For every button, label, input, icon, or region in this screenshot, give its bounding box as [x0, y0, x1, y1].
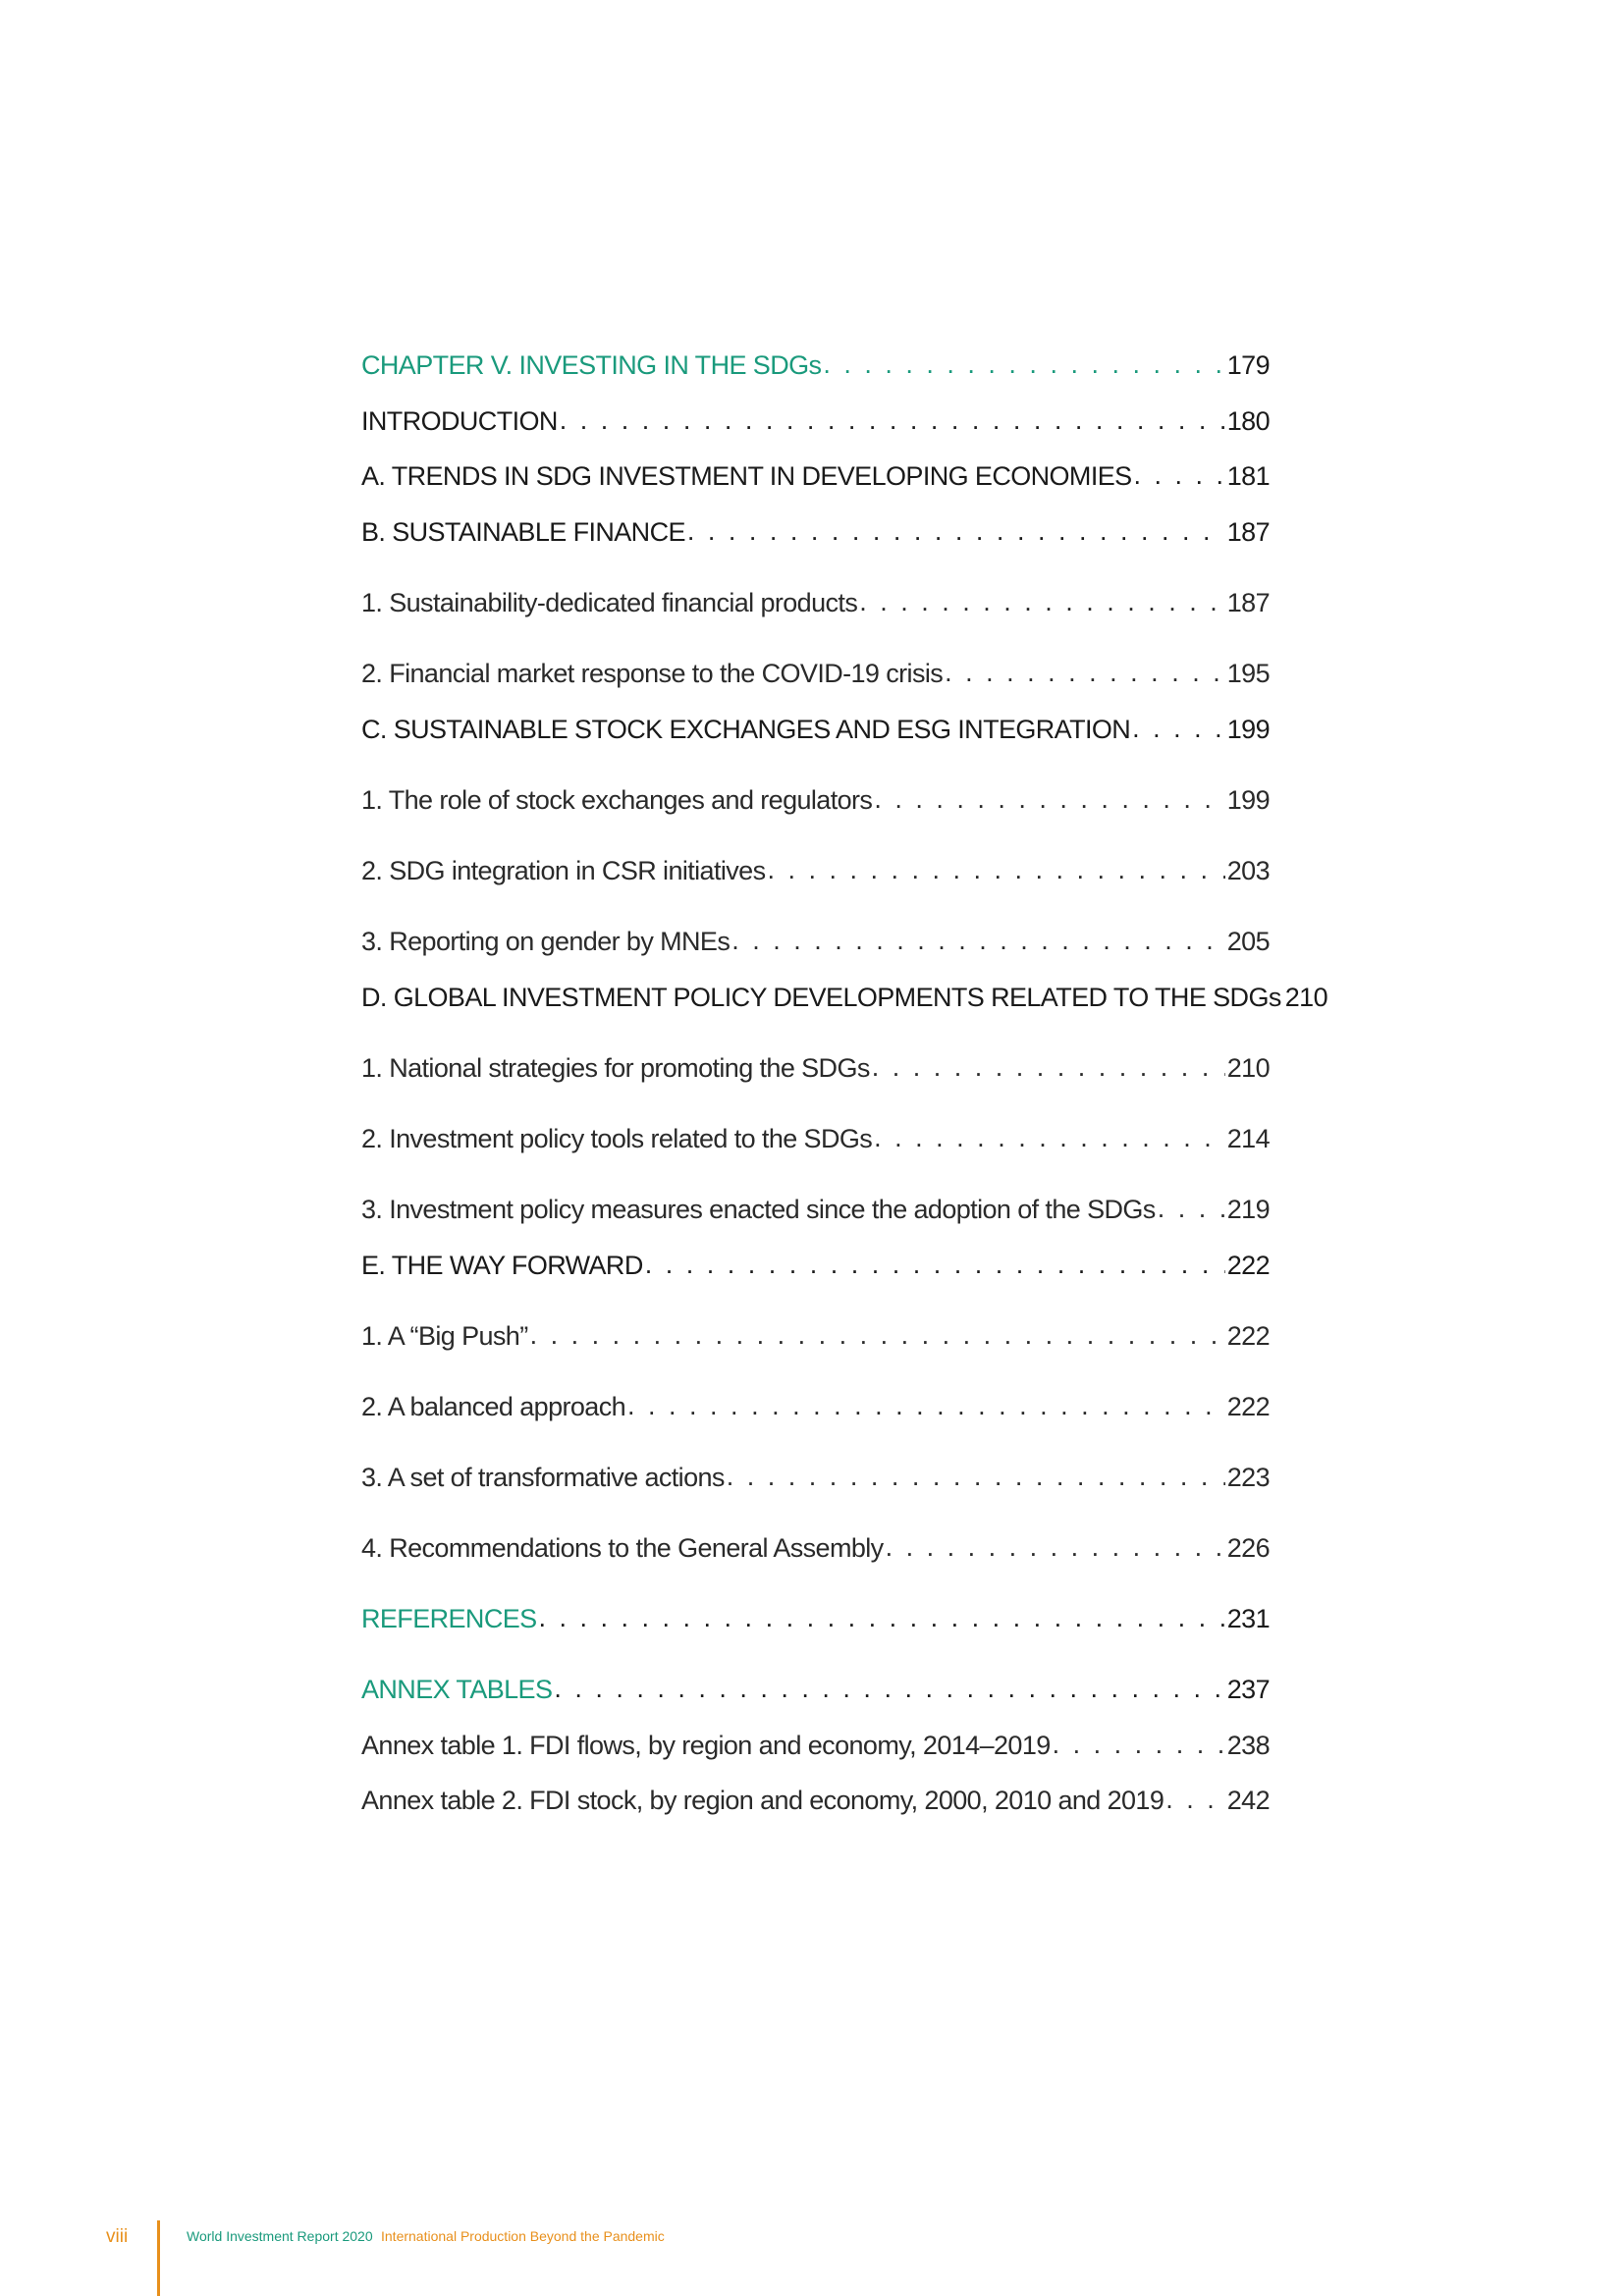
toc-entry-title: 1. A “Big Push” [361, 1321, 528, 1351]
dot-leader [1165, 1784, 1224, 1816]
toc-entry-c3[interactable] [361, 918, 1270, 957]
toc-entry-page: 187 [1226, 517, 1270, 547]
footer-divider [157, 2220, 160, 2296]
dot-leader [539, 1602, 1225, 1634]
toc-entry-title: Annex table 1. FDI flows, by region and economy, 2014–2019 [361, 1731, 1051, 1760]
dot-leader [1132, 713, 1225, 745]
toc-entry-title: D. GLOBAL INVESTMENT POLICY DEVELOPMENTS RELATED TO THE SDGs [361, 983, 1281, 1012]
toc-entry-title: 1. Sustainability-dedicated financial products [361, 588, 858, 617]
dot-leader [823, 348, 1224, 381]
toc-entry-d2[interactable] [361, 1115, 1270, 1154]
toc-entry-chapter-v[interactable] [361, 342, 1270, 381]
toc-entry-title: 1. The role of stock exchanges and regulators [361, 785, 873, 815]
toc-entry-annex-table-2[interactable] [361, 1777, 1270, 1816]
toc-entry-page: 222 [1226, 1251, 1270, 1280]
toc-entry-page: 203 [1226, 856, 1270, 885]
toc-entry-section-e[interactable] [361, 1242, 1270, 1281]
toc-entry-page: 210 [1284, 983, 1328, 1012]
dot-leader [1158, 1193, 1225, 1225]
toc-entry-page: 199 [1226, 785, 1270, 815]
toc-entry-c1[interactable] [361, 776, 1270, 816]
dot-leader [554, 1673, 1224, 1705]
toc-entry-title: 3. A set of transformative actions [361, 1463, 725, 1492]
toc-entry-e1[interactable] [361, 1312, 1270, 1352]
toc-entry-page: 219 [1226, 1195, 1270, 1224]
toc-entry-page: 180 [1226, 406, 1270, 436]
dot-leader [1053, 1729, 1225, 1761]
toc-entry-annex-table-1[interactable] [361, 1722, 1270, 1761]
toc-entry-page: 242 [1226, 1786, 1270, 1815]
toc-entry-page: 226 [1226, 1533, 1270, 1563]
toc-entry-title: E. THE WAY FORWARD [361, 1251, 643, 1280]
dot-leader [1134, 459, 1225, 492]
toc-entry-title: Annex table 2. FDI stock, by region and economy, 2000, 2010 and 2019 [361, 1786, 1164, 1815]
dot-leader [859, 586, 1225, 618]
dot-leader [874, 1122, 1225, 1154]
toc-entry-section-d[interactable] [361, 974, 1328, 1013]
toc-entry-title: A. TRENDS IN SDG INVESTMENT IN DEVELOPING ECONOMIES [361, 461, 1132, 491]
dot-leader [645, 1249, 1225, 1281]
toc-entry-section-c[interactable] [361, 706, 1270, 745]
toc-entry-page: 238 [1226, 1731, 1270, 1760]
dot-leader [945, 657, 1225, 689]
toc-entry-b2[interactable] [361, 650, 1270, 689]
toc-entry-e4[interactable] [361, 1524, 1270, 1564]
toc-entry-title: 2. A balanced approach [361, 1392, 626, 1421]
footer-report-subtitle: International Production Beyond the Pandemic [381, 2228, 665, 2244]
toc-entry-page: 187 [1226, 588, 1270, 617]
toc-entry-page: 222 [1226, 1392, 1270, 1421]
toc-entry-title: B. SUSTAINABLE FINANCE [361, 517, 685, 547]
toc-entry-title: 2. Investment policy tools related to the SDGs [361, 1124, 873, 1153]
dot-leader [872, 1051, 1225, 1084]
toc-entry-page: 214 [1226, 1124, 1270, 1153]
toc-entry-page: 199 [1226, 715, 1270, 744]
toc-entry-section-a[interactable] [361, 453, 1270, 492]
toc-entry-page: 205 [1226, 927, 1270, 956]
footer-report-title: World Investment Report 2020 [187, 2228, 373, 2244]
toc-entry-page: 223 [1226, 1463, 1270, 1492]
dot-leader [768, 854, 1225, 886]
dot-leader [874, 783, 1224, 816]
toc-entry-title: 1. National strategies for promoting the SDGs [361, 1053, 870, 1083]
toc-entry-page: 210 [1226, 1053, 1270, 1083]
toc-entry-title: CHAPTER V. INVESTING IN THE SDGs [361, 350, 822, 380]
toc-entry-c2[interactable] [361, 847, 1270, 886]
toc-entry-page: 222 [1226, 1321, 1270, 1351]
toc-entry-page: 179 [1226, 350, 1270, 380]
dot-leader [530, 1319, 1225, 1352]
toc-entry-annex-tables[interactable] [361, 1666, 1270, 1705]
toc-entry-title: ANNEX TABLES [361, 1675, 553, 1704]
toc-entry-references[interactable] [361, 1595, 1270, 1634]
toc-entry-introduction[interactable] [361, 398, 1270, 437]
toc-entry-title: REFERENCES [361, 1604, 537, 1633]
toc-entry-d1[interactable] [361, 1044, 1270, 1084]
toc-entry-page: 195 [1226, 659, 1270, 688]
toc-entry-page: 237 [1226, 1675, 1270, 1704]
toc-entry-page: 181 [1226, 461, 1270, 491]
toc-entry-title: 3. Reporting on gender by MNEs [361, 927, 731, 956]
toc-entry-title: 2. SDG integration in CSR initiatives [361, 856, 766, 885]
toc-entry-d3[interactable] [361, 1186, 1270, 1225]
toc-entry-section-b[interactable] [361, 508, 1270, 548]
toc-entry-title: 4. Recommendations to the General Assembly [361, 1533, 884, 1563]
toc-entry-b1[interactable] [361, 579, 1270, 618]
toc-entry-title: C. SUSTAINABLE STOCK EXCHANGES AND ESG INTEGRATION [361, 715, 1131, 744]
toc-entry-title: 2. Financial market response to the COVID-19 crisis [361, 659, 944, 688]
toc-entry-e2[interactable] [361, 1383, 1270, 1422]
dot-leader [687, 515, 1225, 548]
toc-entry-title: 3. Investment policy measures enacted since the adoption of the SDGs [361, 1195, 1156, 1224]
dot-leader [727, 1461, 1225, 1493]
dot-leader [627, 1390, 1225, 1422]
toc-entry-title: INTRODUCTION [361, 406, 558, 436]
page-number: viii [106, 2226, 129, 2247]
dot-leader [560, 404, 1225, 437]
dot-leader [886, 1531, 1225, 1564]
toc-entry-e3[interactable] [361, 1454, 1270, 1493]
toc-entry-page: 231 [1226, 1604, 1270, 1633]
dot-leader [731, 925, 1225, 957]
